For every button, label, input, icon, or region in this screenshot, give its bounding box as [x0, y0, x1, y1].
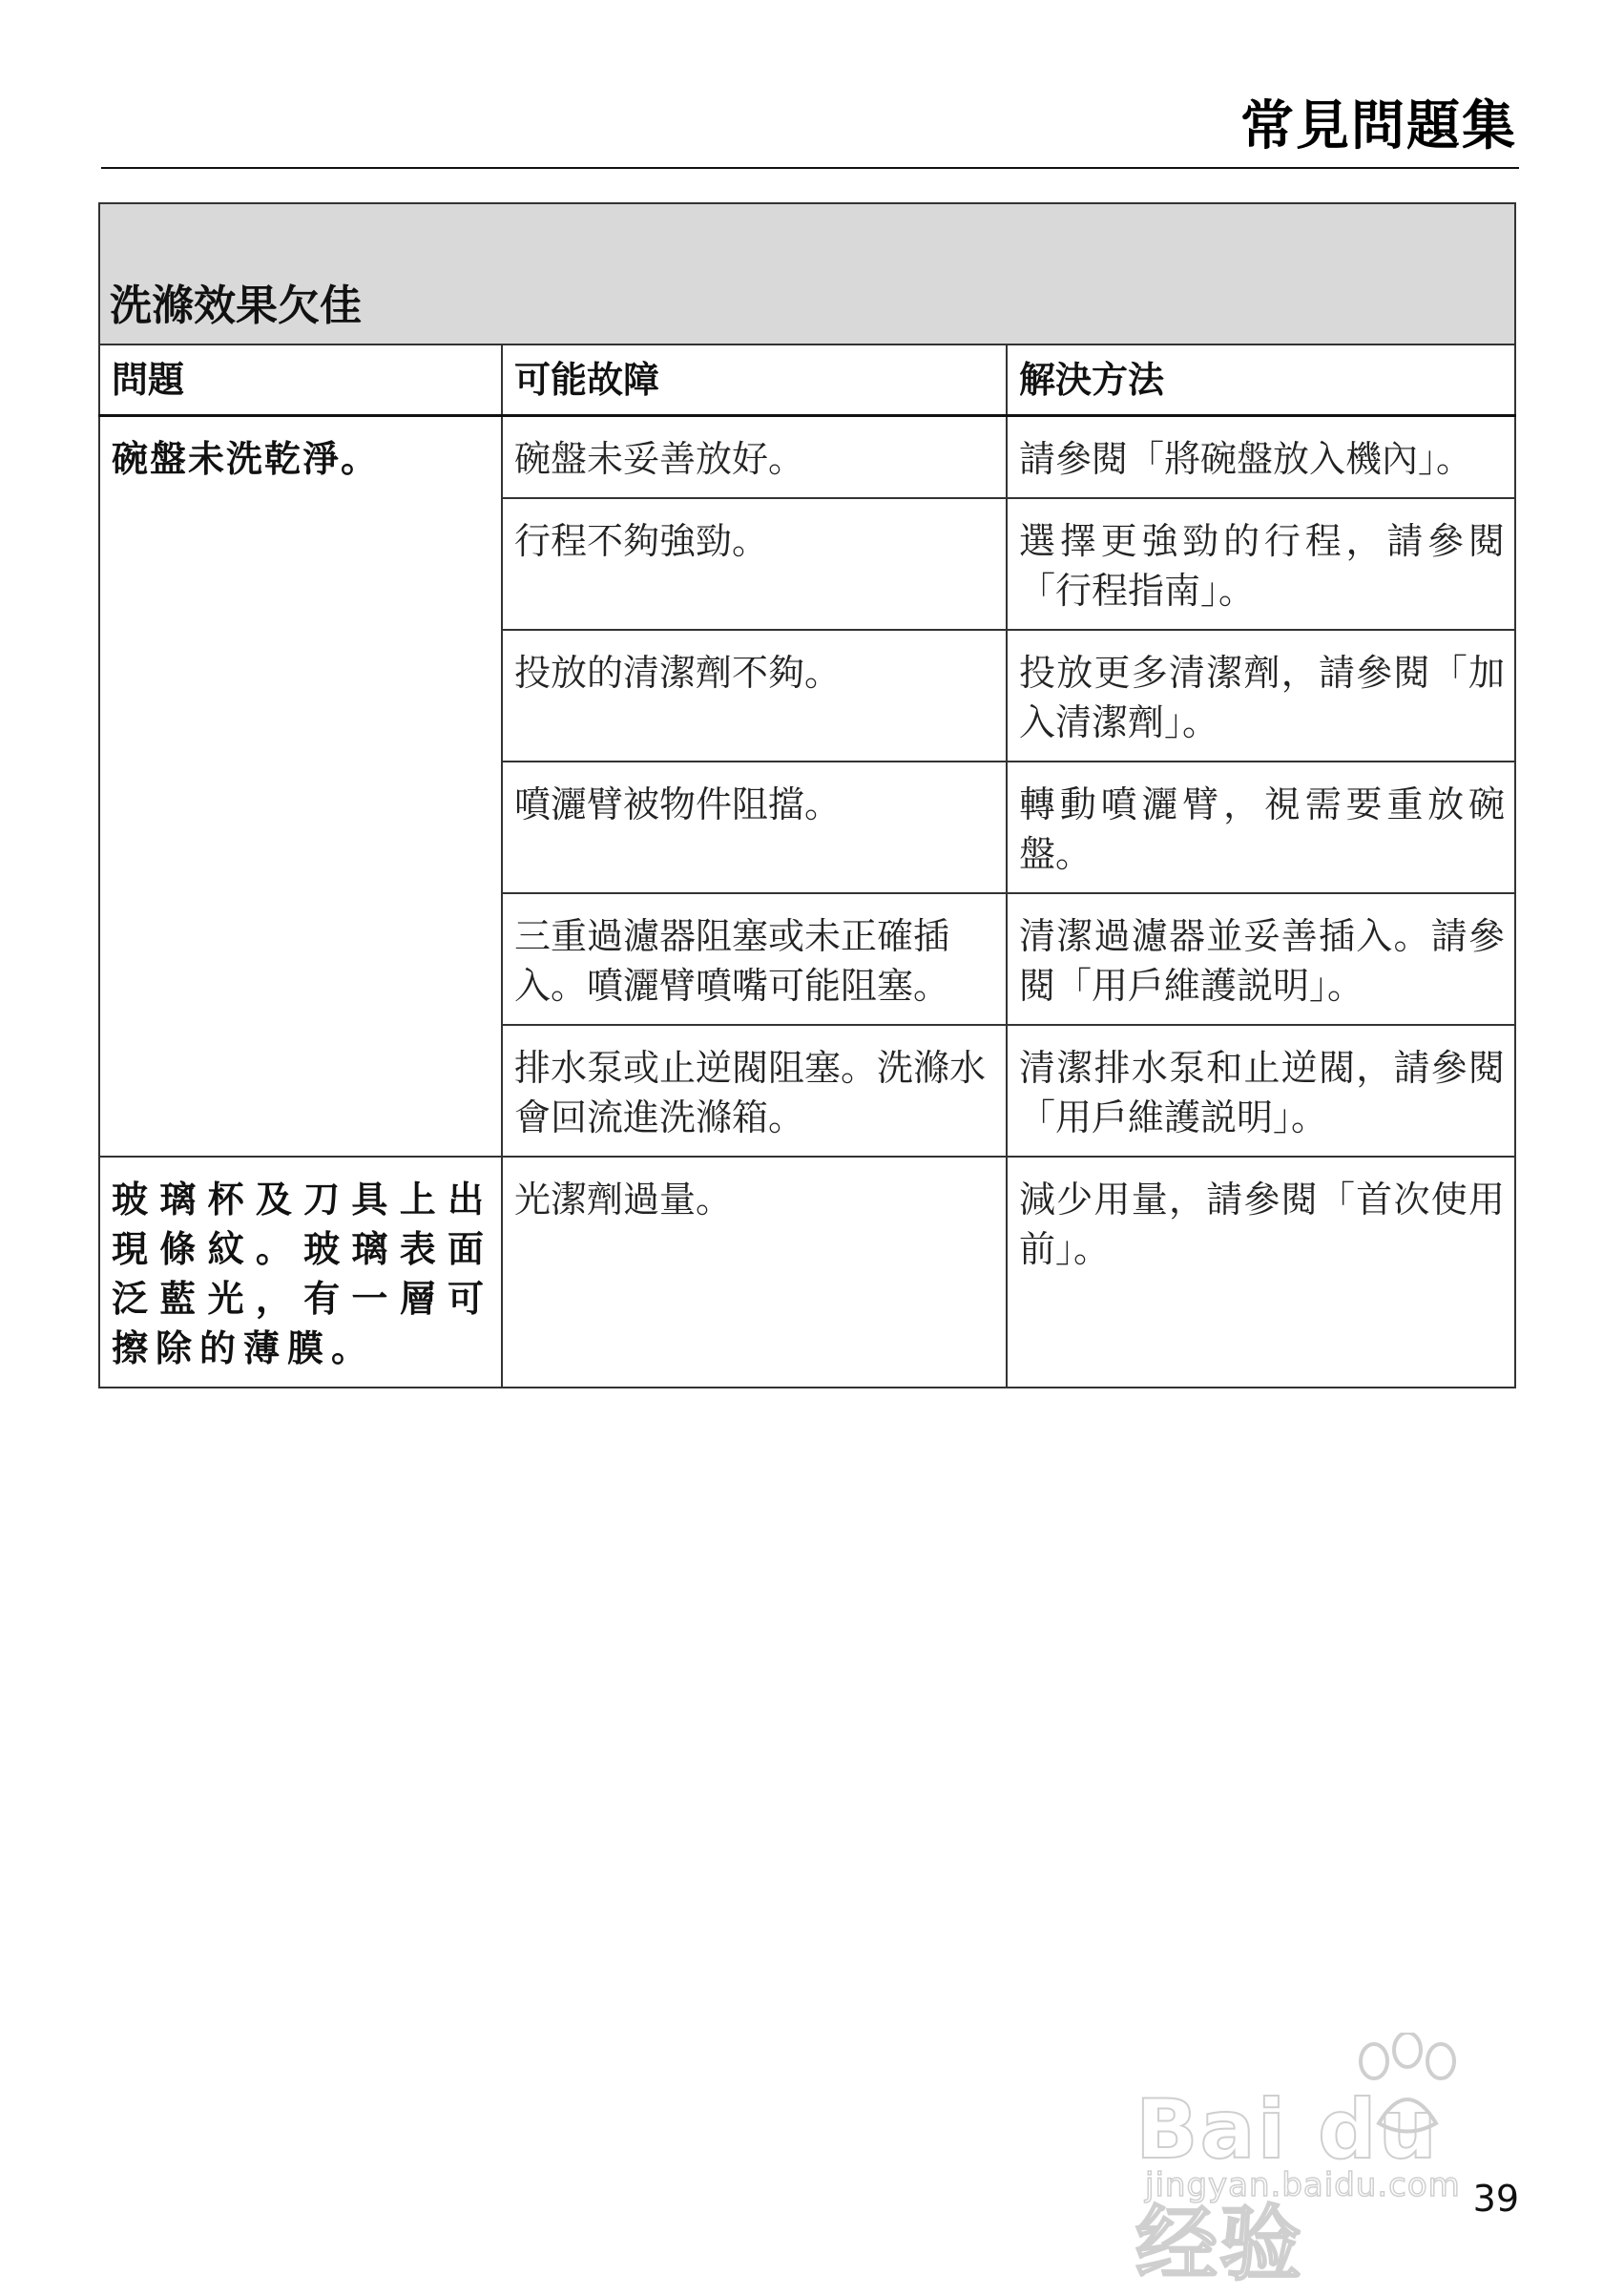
watermark-brand: Bai du 经验 [1135, 2082, 1439, 2292]
cause-cell: 碗盤未妥善放好。 [502, 416, 1007, 499]
table-row [99, 1157, 1515, 1388]
title-divider [101, 167, 1519, 169]
troubleshooting-table [98, 202, 1516, 1388]
cause-cell: 三重過濾器阻塞或未正確插入。噴灑臂噴嘴可能阻塞。 [502, 893, 1007, 1025]
header-problem: 問題 [99, 344, 502, 416]
problem-cell: 玻璃杯及刀具上出現條紋。玻璃表面泛藍光，有一層可擦除的薄膜。 [99, 1157, 502, 1388]
solution-cell: 選擇更強勁的行程，請參閱「行程指南」。 [1007, 498, 1515, 630]
cause-cell: 行程不夠強勁。 [502, 498, 1007, 630]
page-number: 39 [1472, 2178, 1519, 2220]
cause-cell: 噴灑臂被物件阻擋。 [502, 762, 1007, 893]
solution-cell: 投放更多清潔劑，請參閱「加入清潔劑」。 [1007, 630, 1515, 762]
solution-cell: 清潔過濾器並妥善插入。請參閱「用戶維護説明」。 [1007, 893, 1515, 1025]
header-solution: 解決方法 [1007, 344, 1515, 416]
problem-cell: 碗盤未洗乾淨。 [99, 416, 502, 1158]
header-cause: 可能故障 [502, 344, 1007, 416]
solution-cell: 清潔排水泵和止逆閥，請參閱「用戶維護説明」。 [1007, 1025, 1515, 1157]
cause-cell: 投放的清潔劑不夠。 [502, 630, 1007, 762]
cause-cell: 排水泵或止逆閥阻塞。洗滌水會回流進洗滌箱。 [502, 1025, 1007, 1157]
solution-cell: 請參閱「將碗盤放入機內」。 [1007, 416, 1515, 499]
table-row [99, 416, 1515, 499]
table-header-row [99, 344, 1515, 416]
solution-cell: 轉動噴灑臂，視需要重放碗盤。 [1007, 762, 1515, 893]
cause-cell: 光潔劑過量。 [502, 1157, 1007, 1388]
solution-cell: 減少用量，請參閱「首次使用前」。 [1007, 1157, 1515, 1388]
page-title: 常見問題集 [1240, 95, 1517, 157]
section-title: 洗滌效果欠佳 [99, 203, 1515, 344]
watermark-url: jingyan.baidu.com [1145, 2166, 1461, 2204]
